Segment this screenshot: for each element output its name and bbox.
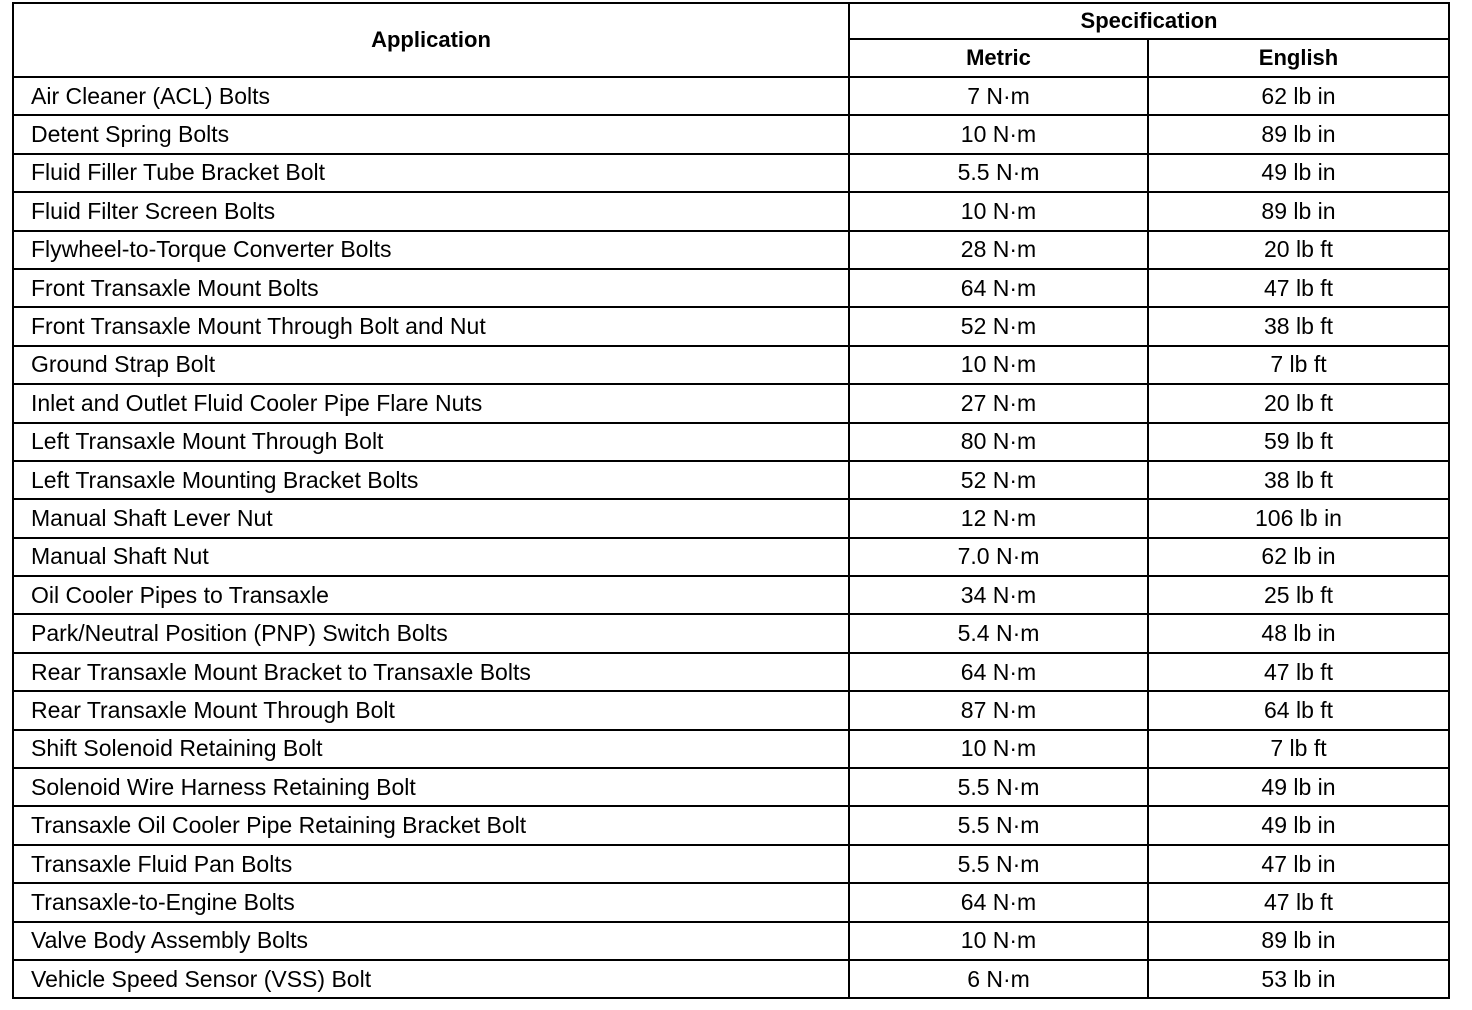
cell-metric: 5.5 N·m <box>849 154 1148 192</box>
table-row <box>13 653 1449 691</box>
cell-application: Front Transaxle Mount Through Bolt and Nut <box>13 307 849 345</box>
cell-metric: 10 N·m <box>849 730 1148 768</box>
cell-english: 38 lb ft <box>1148 461 1449 499</box>
cell-application: Left Transaxle Mount Through Bolt <box>13 423 849 461</box>
cell-application: Rear Transaxle Mount Through Bolt <box>13 691 849 729</box>
table-row <box>13 115 1449 153</box>
cell-application: Vehicle Speed Sensor (VSS) Bolt <box>13 960 849 998</box>
table-row <box>13 845 1449 883</box>
cell-application: Solenoid Wire Harness Retaining Bolt <box>13 768 849 806</box>
cell-metric: 10 N·m <box>849 346 1148 384</box>
cell-metric: 52 N·m <box>849 461 1148 499</box>
cell-metric: 28 N·m <box>849 231 1148 269</box>
cell-english: 53 lb in <box>1148 960 1449 998</box>
cell-application: Manual Shaft Nut <box>13 538 849 576</box>
table-row <box>13 231 1449 269</box>
cell-english: 47 lb ft <box>1148 653 1449 691</box>
column-header-english: English <box>1148 39 1449 77</box>
cell-application: Shift Solenoid Retaining Bolt <box>13 730 849 768</box>
cell-application: Inlet and Outlet Fluid Cooler Pipe Flare Nuts <box>13 384 849 422</box>
table-row <box>13 307 1449 345</box>
cell-english: 89 lb in <box>1148 115 1449 153</box>
cell-english: 62 lb in <box>1148 77 1449 115</box>
cell-application: Manual Shaft Lever Nut <box>13 499 849 537</box>
cell-english: 47 lb ft <box>1148 883 1449 921</box>
table-row <box>13 192 1449 230</box>
table-row <box>13 730 1449 768</box>
cell-english: 59 lb ft <box>1148 423 1449 461</box>
table-row <box>13 154 1449 192</box>
table-row <box>13 576 1449 614</box>
cell-application: Ground Strap Bolt <box>13 346 849 384</box>
cell-metric: 64 N·m <box>849 653 1148 691</box>
cell-application: Flywheel-to-Torque Converter Bolts <box>13 231 849 269</box>
cell-metric: 64 N·m <box>849 883 1148 921</box>
table-row <box>13 960 1449 998</box>
table-row <box>13 384 1449 422</box>
cell-metric: 87 N·m <box>849 691 1148 729</box>
cell-english: 7 lb ft <box>1148 730 1449 768</box>
cell-metric: 7.0 N·m <box>849 538 1148 576</box>
table-row <box>13 768 1449 806</box>
table-row <box>13 883 1449 921</box>
column-header-specification: Specification <box>849 3 1449 39</box>
cell-metric: 10 N·m <box>849 192 1148 230</box>
cell-english: 49 lb in <box>1148 768 1449 806</box>
table-header <box>13 3 1449 77</box>
column-header-metric: Metric <box>849 39 1148 77</box>
cell-application: Detent Spring Bolts <box>13 115 849 153</box>
cell-application: Rear Transaxle Mount Bracket to Transaxle Bolts <box>13 653 849 691</box>
cell-application: Park/Neutral Position (PNP) Switch Bolts <box>13 614 849 652</box>
cell-application: Valve Body Assembly Bolts <box>13 922 849 960</box>
cell-english: 38 lb ft <box>1148 307 1449 345</box>
cell-english: 64 lb ft <box>1148 691 1449 729</box>
table-row <box>13 461 1449 499</box>
cell-english: 48 lb in <box>1148 614 1449 652</box>
table-row <box>13 269 1449 307</box>
cell-english: 89 lb in <box>1148 922 1449 960</box>
table-row <box>13 691 1449 729</box>
cell-english: 62 lb in <box>1148 538 1449 576</box>
cell-metric: 5.4 N·m <box>849 614 1148 652</box>
table-row <box>13 77 1449 115</box>
cell-metric: 7 N·m <box>849 77 1148 115</box>
cell-metric: 5.5 N·m <box>849 806 1148 844</box>
table-row <box>13 538 1449 576</box>
cell-metric: 5.5 N·m <box>849 768 1148 806</box>
cell-metric: 64 N·m <box>849 269 1148 307</box>
table-row <box>13 806 1449 844</box>
cell-metric: 10 N·m <box>849 115 1148 153</box>
cell-english: 49 lb in <box>1148 154 1449 192</box>
table-row <box>13 423 1449 461</box>
cell-metric: 6 N·m <box>849 960 1148 998</box>
cell-english: 20 lb ft <box>1148 231 1449 269</box>
cell-metric: 12 N·m <box>849 499 1148 537</box>
cell-metric: 80 N·m <box>849 423 1148 461</box>
cell-english: 47 lb ft <box>1148 269 1449 307</box>
cell-application: Left Transaxle Mounting Bracket Bolts <box>13 461 849 499</box>
cell-metric: 10 N·m <box>849 922 1148 960</box>
cell-english: 106 lb in <box>1148 499 1449 537</box>
cell-metric: 34 N·m <box>849 576 1148 614</box>
cell-english: 47 lb in <box>1148 845 1449 883</box>
table-row <box>13 499 1449 537</box>
cell-application: Fluid Filler Tube Bracket Bolt <box>13 154 849 192</box>
cell-application: Air Cleaner (ACL) Bolts <box>13 77 849 115</box>
cell-metric: 27 N·m <box>849 384 1148 422</box>
table-row <box>13 922 1449 960</box>
cell-english: 49 lb in <box>1148 806 1449 844</box>
cell-application: Fluid Filter Screen Bolts <box>13 192 849 230</box>
cell-english: 89 lb in <box>1148 192 1449 230</box>
cell-application: Transaxle-to-Engine Bolts <box>13 883 849 921</box>
cell-application: Front Transaxle Mount Bolts <box>13 269 849 307</box>
header-row-top <box>13 3 1449 39</box>
cell-metric: 5.5 N·m <box>849 845 1148 883</box>
cell-application: Transaxle Oil Cooler Pipe Retaining Bracket Bolt <box>13 806 849 844</box>
table-body <box>13 77 1449 998</box>
cell-english: 7 lb ft <box>1148 346 1449 384</box>
table-row <box>13 614 1449 652</box>
cell-metric: 52 N·m <box>849 307 1148 345</box>
torque-spec-table <box>12 2 1450 999</box>
table-row <box>13 346 1449 384</box>
cell-application: Transaxle Fluid Pan Bolts <box>13 845 849 883</box>
cell-english: 20 lb ft <box>1148 384 1449 422</box>
column-header-application: Application <box>13 3 849 77</box>
cell-english: 25 lb ft <box>1148 576 1449 614</box>
cell-application: Oil Cooler Pipes to Transaxle <box>13 576 849 614</box>
